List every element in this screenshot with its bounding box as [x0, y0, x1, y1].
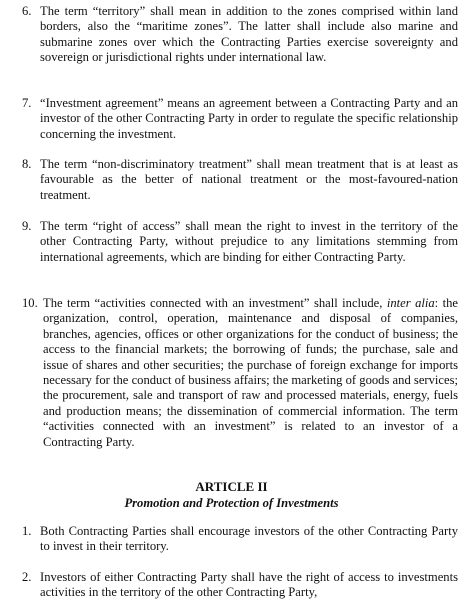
paragraph-text: The term “right of access” shall mean the right to invest in the territory of the other Contracting Party, without prejudice to any limitations stemming from international agreements, which are binding for either Contracting Party. — [40, 219, 458, 264]
paragraph-number: 7. — [22, 96, 32, 110]
article-item-1 — [22, 524, 458, 555]
paragraph-9 — [22, 219, 458, 265]
paragraph-text: The term “territory” shall mean in addition to the zones comprised within land borders, also the “maritime zones”. The latter shall include also marine and submarine zones over which the Contracting Parties exercise sovereignty and sovereign or jurisdictional rights under international law. — [40, 4, 458, 65]
paragraph-text: “Investment agreement” means an agreement between a Contracting Party and an investor of the other Contracting Party in order to regulate the specific relationship concerning the investment. — [40, 96, 458, 141]
article-subheading: Promotion and Protection of Investments — [124, 496, 339, 510]
item-text: Both Contracting Parties shall encourage investors of the other Contracting Party to invest in their territory. — [40, 524, 458, 554]
paragraph-number: 6. — [22, 4, 32, 18]
item-number: 1. — [22, 524, 32, 538]
paragraph-number: 10. — [22, 296, 38, 310]
paragraph-text: The term “activities connected with an investment” shall include, inter alia: the organization, control, operation, maintenance and disposal of companies, branches, agencies, offices or other organizations for the conduct of business; the access to the financial markets; the borrowing of funds; the purchase, sale and issue of shares and other securities; the purchase of foreign exchange for imports necessary for the conduct of business affairs; the marketing of goods and services; the procurement, sale and transport of raw and processed materials, energy, fuels and production means; the dissemination of commercial information. The term “activities connected with an investment” is related to an investor of a Contracting Party. — [43, 296, 458, 449]
article-heading: ARTICLE II — [195, 479, 268, 494]
paragraph-10 — [22, 296, 458, 450]
paragraph-number: 8. — [22, 157, 32, 171]
paragraph-number: 9. — [22, 219, 32, 233]
item-number: 2. — [22, 570, 32, 584]
article-item-2 — [22, 570, 458, 601]
item-text: Investors of either Contracting Party shall have the right of access to investments activities in the territory of the other Contracting Party, — [40, 570, 458, 600]
paragraph-8 — [22, 157, 458, 203]
paragraph-7 — [22, 96, 458, 142]
paragraph-6 — [22, 4, 458, 66]
paragraph-text: The term “non-discriminatory treatment” shall mean treatment that is at least as favourable as the better of national treatment or the most-favoured-nation treatment. — [40, 157, 458, 202]
italic-phrase: inter alia — [386, 296, 435, 310]
